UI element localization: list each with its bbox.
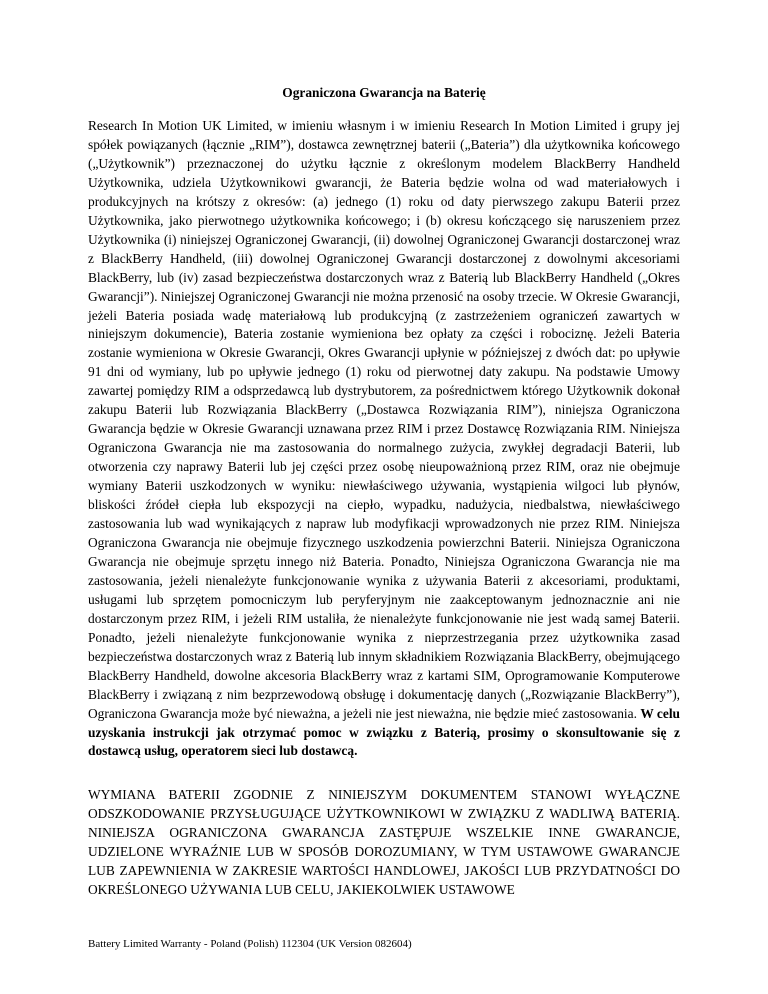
document-title: Ograniczona Gwarancja na Baterię <box>282 85 486 100</box>
document-page <box>88 0 680 994</box>
page-footer: Battery Limited Warranty - Poland (Polish) 112304 (UK Version 082604) <box>88 938 412 950</box>
support-instructions-text: W celu uzyskania instrukcji jak otrzymać pomoc w związku z Baterią, prosimy o skonsultowanie się z dostawcą usług, operatorem sieci lub dostawcą. <box>88 705 680 759</box>
warranty-paragraph <box>88 117 680 761</box>
warranty-body-text: Research In Motion UK Limited, w imieniu własnym i w imieniu Research In Motion Limited i grupy jej spółek powiązanych (łącznie „RIM”), dostawca zewnętrznej baterii („Bateria”) dla użytkownika końcowego („Użytkownik”) przeznaczonej do użytku łącznie z określonym modelem BlackBerry Handheld Użytkownika, udziela Użytkownikowi gwarancji, że Bateria będzie wolna od wad materiałowych i produkcyjnych na krótszy z okresów: (a) jednego (1) roku od daty pierwszego zakupu Baterii przez Użytkownika, jako pierwotnego użytkownika końcowego; i (b) okresu kończącego się naruszeniem przez Użytkownika (i) niniejszej Ograniczonej Gwarancji, (ii) dowolnej Ograniczonej Gwarancji dostarczonej wraz z BlackBerry Handheld, (iii) dowolnej Ograniczonej Gwarancji dostarczonej z dowolnymi akcesoriami BlackBerry, lub (iv) zasad bezpieczeństwa dostarczonych wraz z Baterią lub BlackBerry Handheld („Okres Gwarancji”). Niniejszej Ograniczonej Gwarancji nie można przenosić na osoby trzecie. W Okresie Gwarancji, jeżeli Bateria posiada wadę materiałową lub produkcyjną (z zastrzeżeniem ograniczeń zawartych w niniejszym dokumencie), Bateria zostanie wymieniona bez opłaty za części i robociznę. Jeżeli Bateria zostanie wymieniona w Okresie Gwarancji, Okres Gwarancji upłynie w późniejszej z dwóch dat: po upływie 91 dni od wymiany, lub po upływie jednego (1) roku od pierwotnej daty zakupu. Na podstawie Umowy zawartej pomiędzy RIM a odsprzedawcą lub dystrybutorem, za pośrednictwem którego Użytkownik dokonał zakupu Baterii lub Rozwiązania BlackBerry („Dostawca Rozwiązania RIM”), niniejsza Ograniczona Gwarancja będzie w Okresie Gwarancji uznawana przez RIM i przez Dostawcę Rozwiązania RIM. Niniejsza Ograniczona Gwarancja nie ma zastosowania do normalnego zużycia, zwykłej degradacji Baterii, lub otworzenia czy naprawy Baterii lub jej części przez osobę nieupoważnioną przez RIM, oraz nie obejmuje wymiany Baterii uszkodzonych w wyniku: niewłaściwego używania, wystąpienia wilgoci lub płynów, bliskości źródeł ciepła lub ekspozycji na ciepło, wypadku, nadużycia, niedbalstwa, niewłaściwego zastosowania lub wad wynikających z napraw lub modyfikacji wprowadzonych nie przez RIM. Niniejsza Ograniczona Gwarancja nie obejmuje fizycznego uszkodzenia powierzchni Baterii. Niniejsza Ograniczona Gwarancja nie obejmuje sprzętu innego niż Bateria. Ponadto, Niniejsza Ograniczona Gwarancja nie ma zastosowania, jeżeli nienależyte funkcjonowanie wynika z używania Baterii z akcesoriami, produktami, usługami lub sprzętem pomocniczym lub peryferyjnym nie zaakceptowanym jednoznacznie ani nie dostarczonym przez RIM, i jeżeli RIM ustaliła, że nienależyte funkcjonowanie nie jest wadą samej Baterii. Ponadto, jeżeli nienależyte funkcjonowanie wynika z nieprzestrzegania przez użytkownika zasad bezpieczeństwa dostarczonych wraz z Baterią lub innym składnikiem Rozwiązania BlackBerry, obejmującego BlackBerry Handheld, dowolne akcesoria BlackBerry wraz z kartami SIM, Oprogramowanie Komputerowe BlackBerry i związaną z nim bezprzewodową obsługę i dokumentację danych („Rozwiązanie BlackBerry”), Ograniczona Gwarancja może być nieważna, a jeżeli nie jest nieważna, nie będzie mieć zastosowania. <box>88 118 680 721</box>
remedy-disclaimer-paragraph: WYMIANA BATERII ZGODNIE Z NINIEJSZYM DOKUMENTEM STANOWI WYŁĄCZNE ODSZKODOWANIE PRZYSŁUGUJĄCE UŻYTKOWNIKOWI W ZWIĄZKU Z WADLIWĄ BATERIĄ. NINIEJSZA OGRANICZONA GWARANCJA ZASTĘPUJE WSZELKIE INNE GWARANCJE, UDZIELONE WYRAŹNIE LUB W SPOSÓB DOROZUMIANY, W TYM USTAWOWE GWARANCJE LUB ZAPEWNIENIA W ZAKRESIE WARTOŚCI HANDLOWEJ, JAKOŚCI LUB PRZYDATNOŚCI DO OKREŚLONEGO UŻYWANIA LUB CELU, JAKIEKOLWIEK USTAWOWE <box>88 787 680 897</box>
